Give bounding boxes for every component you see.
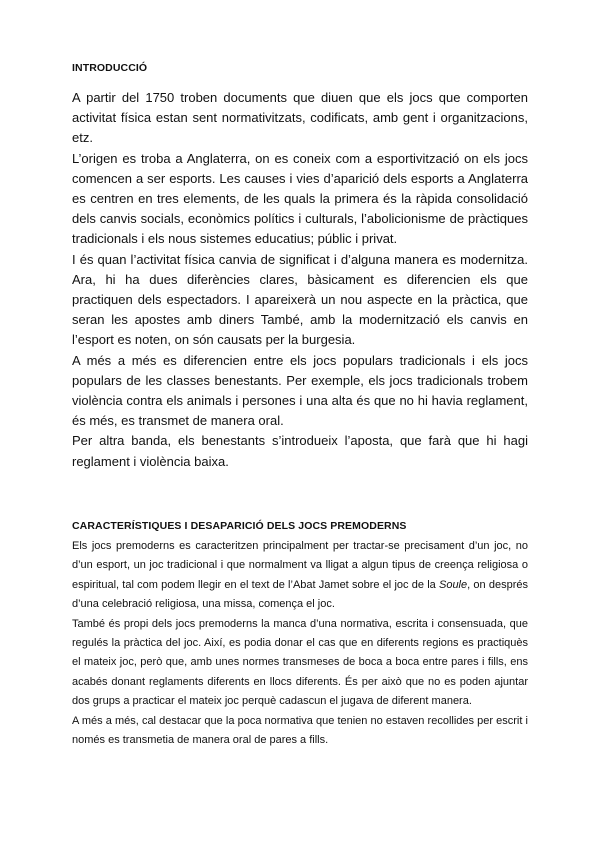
paragraph-text: Els jocs premoderns es caracteritzen principalment per tractar-se precisament d’un joc, no d’un esport, un joc tradicional i que normalment va lligat a algun tipus de creença religiosa o espiritual, tal com podem llegir en el text de l’Abat Jamet sobre el joc de la [72,540,528,591]
paragraph: També és propi dels jocs premoderns la manca d’una normativa, escrita i consensuada, que regulés la pràctica del joc. Així, es podia donar el cas que en diferents regions es practiquès el mateix joc, però que, amb unes normes transmeses de boca a boca entre pares i fills, ens acabés donant reglaments diferents en llocs diferents. És per això que no es poden ajuntar dos grups a practicar el mateix joc perquè cadascun el jugava de diferent manera. [72,617,528,708]
paragraph: A més a més, cal destacar que la poca normativa que tenien no estaven recollides per escrit i només es transmetia de manera oral de pares a fills. [72,714,528,747]
section-body-introduccio [72,88,528,472]
paragraph: Per altra banda, els benestants s’introdueix l’aposta, que farà que hi hagi reglament i violència baixa. [72,433,528,469]
paragraph-text: , on després d’una celebració religiosa, una missa, comença el joc. [72,578,528,611]
italic-term-soule: Soule [438,578,468,591]
document-page [72,60,528,472]
paragraph [72,537,528,615]
section-heading-introduccio: INTRODUCCIÓ [72,62,148,74]
section-body-caracteristiques [72,537,528,750]
paragraph: A més a més es diferencien entre els jocs populars tradicionals i els jocs populars de les classes benestants. Per exemple, els jocs tradicionals trobem violència contra els animals i persones i una alta és que no hi havia reglament, és més, es transmet de manera oral. [72,352,528,429]
paragraph: I és quan l’activitat física canvia de significat i d’alguna manera es modernitza. Ara, hi ha dues diferències clares, bàsicament es diferencien els que practiquen dels espectadors. I apareixerà un nou aspecte en la pràctica, que seran les apostes amb diners També, amb la modernització els canvis en l’esport es noten, on són causats per la burgesia. [72,251,528,348]
paragraph: L’origen es troba a Anglaterra, on es coneix com a esportivització on els jocs comencen a ser esports. Les causes i vies d’aparició dels esports a Anglaterra es centren en tres elements, de les quals la primera és la ràpida consolidació dels canvis socials, econòmics polítics i culturals, l’abolicionisme de pràctiques tradicionals i els nous sistemes educatius; públic i privat. [72,150,528,247]
paragraph: A partir del 1750 troben documents que diuen que els jocs que comporten activitat física estan sent normativitzats, codificats, amb gent i organitzacions, etz. [72,90,528,146]
section-caracteristiques [72,519,528,750]
section-heading-caracteristiques: CARACTERÍSTIQUES I DESAPARICIÓ DELS JOCS PREMODERNS [72,520,407,532]
